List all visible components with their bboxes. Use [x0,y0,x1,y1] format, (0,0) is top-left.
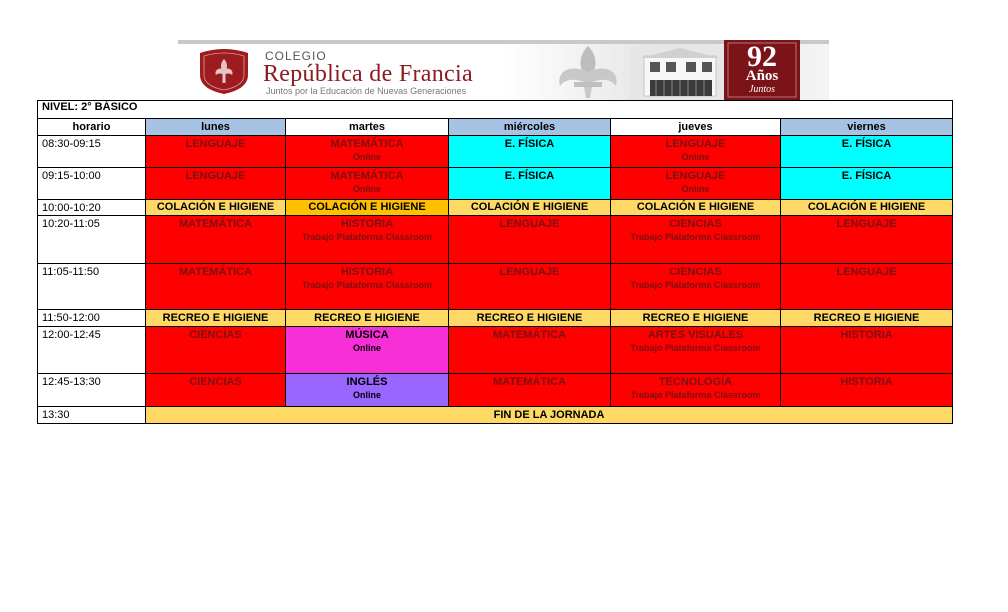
subject-label: HISTORIA [840,376,893,388]
time-slot: 12:00-12:45 [38,327,146,374]
subject-label: MATEMÁTICA [492,376,567,388]
time-slot: 12:45-13:30 [38,374,146,407]
break-cell [781,200,953,216]
break-label: COLACIÓN E HIGIENE [308,201,426,213]
subject-cell [286,136,449,168]
subject-note: Trabajo Plataforma Classroom [630,390,761,400]
school-motto: Juntos por la Educación de Nuevas Generaciones [266,86,467,96]
time-slot: 10:20-11:05 [38,216,146,264]
subject-cell [286,168,449,200]
break-label: RECREO E HIGIENE [162,311,269,324]
anniversary-subtitle: Juntos [748,84,776,95]
break-cell [449,310,611,327]
table-row [38,374,953,407]
subject-label: HISTORIA [340,266,394,278]
break-cell [286,200,449,216]
break-label: RECREO E HIGIENE [813,311,920,324]
break-label: COLACIÓN E HIGIENE [636,201,755,213]
subject-cell [146,327,286,374]
table-row [38,168,953,200]
subject-note: Online [352,343,381,353]
subject-cell [611,327,781,374]
time-slot: 10:00-10:20 [38,200,146,216]
subject-cell [611,216,781,264]
subject-label: LENGUAJE [665,170,726,182]
anniversary-number: 92 [747,40,777,73]
header-viernes: viernes [781,119,953,136]
subject-cell [611,374,781,407]
schedule-table [37,100,953,424]
subject-cell [781,374,953,407]
time-slot: 11:50-12:00 [38,310,146,327]
subject-note: Trabajo Plataforma Classroom [630,280,761,290]
subject-label: MÚSICA [345,329,389,341]
subject-cell [449,327,611,374]
end-row [38,407,953,424]
header-miercoles: miércoles [449,119,611,136]
shield-logo-icon [198,47,250,95]
subject-cell [781,136,953,168]
subject-note: Trabajo Plataforma Classroom [301,232,433,242]
subject-note: Online [352,390,381,400]
level-label: NIVEL: 2° BÁSICO [38,101,953,119]
subject-label: TECNOLOGÍA [658,376,733,388]
subject-cell [781,327,953,374]
subject-label: MATEMÁTICA [330,170,404,182]
subject-note: Online [352,184,381,194]
subject-label: E. FÍSICA [504,170,555,182]
subject-label: LENGUAJE [499,266,560,278]
time-slot: 09:15-10:00 [38,168,146,200]
break-label: RECREO E HIGIENE [476,311,583,324]
table-row [38,200,953,216]
anniversary-word: Años [745,68,779,84]
subject-cell [286,264,449,310]
subject-label: ARTES VISUALES [647,329,744,341]
break-cell [146,310,286,327]
subject-cell [286,374,449,407]
anniversary-badge [724,40,800,100]
subject-note: Trabajo Plataforma Classroom [630,343,761,353]
school-name: República de Francia [263,61,473,87]
subject-label: CIENCIAS [189,376,242,388]
break-label: COLACIÓN E HIGIENE [807,201,926,213]
header-jueves: jueves [611,119,781,136]
subject-cell [611,168,781,200]
header-lunes: lunes [146,119,286,136]
end-of-day-label: FIN DE LA JORNADA [146,407,953,424]
subject-cell [449,264,611,310]
subject-cell [449,168,611,200]
subject-label: LENGUAJE [836,266,897,278]
subject-label: LENGUAJE [836,218,897,230]
subject-cell [611,264,781,310]
table-row [38,136,953,168]
time-slot: 08:30-09:15 [38,136,146,168]
subject-cell [449,216,611,264]
subject-note: Online [681,152,710,162]
subject-label: E. FÍSICA [841,170,892,182]
subject-label: MATEMÁTICA [330,138,404,150]
subject-cell [781,216,953,264]
subject-label: MATEMÁTICA [492,329,567,341]
subject-label: LENGUAJE [185,170,246,182]
subject-label: HISTORIA [340,218,394,230]
subject-note: Trabajo Plataforma Classroom [630,232,761,242]
header-martes: martes [286,119,449,136]
subject-cell [781,264,953,310]
subject-cell [286,216,449,264]
subject-cell [146,264,286,310]
subject-cell [146,216,286,264]
school-banner [178,40,829,100]
subject-cell [781,168,953,200]
break-cell [611,310,781,327]
subject-label: MATEMÁTICA [178,266,253,278]
subject-label: MATEMÁTICA [178,218,253,230]
subject-label: E. FÍSICA [841,138,892,150]
fleur-de-lis-icon [538,42,638,98]
subject-cell [146,136,286,168]
subject-cell [611,136,781,168]
break-label: COLACIÓN E HIGIENE [156,201,275,213]
subject-label: LENGUAJE [499,218,560,230]
break-cell [146,200,286,216]
subject-note: Online [681,184,710,194]
table-row [38,216,953,264]
subject-label: LENGUAJE [665,138,726,150]
table-row [38,310,953,327]
break-label: COLACIÓN E HIGIENE [470,201,589,213]
subject-cell [449,136,611,168]
subject-label: CIENCIAS [189,329,242,341]
time-slot: 11:05-11:50 [38,264,146,310]
subject-label: HISTORIA [840,329,893,341]
break-cell [611,200,781,216]
subject-label: E. FÍSICA [504,138,555,150]
school-small-title: COLEGIO [265,49,327,63]
subject-note: Trabajo Plataforma Classroom [301,280,433,290]
subject-label: CIENCIAS [669,266,722,278]
subject-label: INGLÉS [346,376,388,388]
header-horario: horario [38,119,146,136]
subject-cell [146,168,286,200]
subject-cell [286,327,449,374]
header-row [38,119,953,136]
table-row [38,327,953,374]
subject-cell [146,374,286,407]
subject-cell [449,374,611,407]
break-cell [286,310,449,327]
subject-label: CIENCIAS [669,218,722,230]
level-row [38,101,953,119]
break-cell [781,310,953,327]
table-row [38,264,953,310]
break-label: RECREO E HIGIENE [314,311,420,324]
subject-label: LENGUAJE [185,138,246,150]
break-label: RECREO E HIGIENE [642,311,749,324]
subject-note: Online [352,152,381,162]
time-slot: 13:30 [38,407,146,424]
break-cell [449,200,611,216]
school-building-icon [630,46,730,100]
